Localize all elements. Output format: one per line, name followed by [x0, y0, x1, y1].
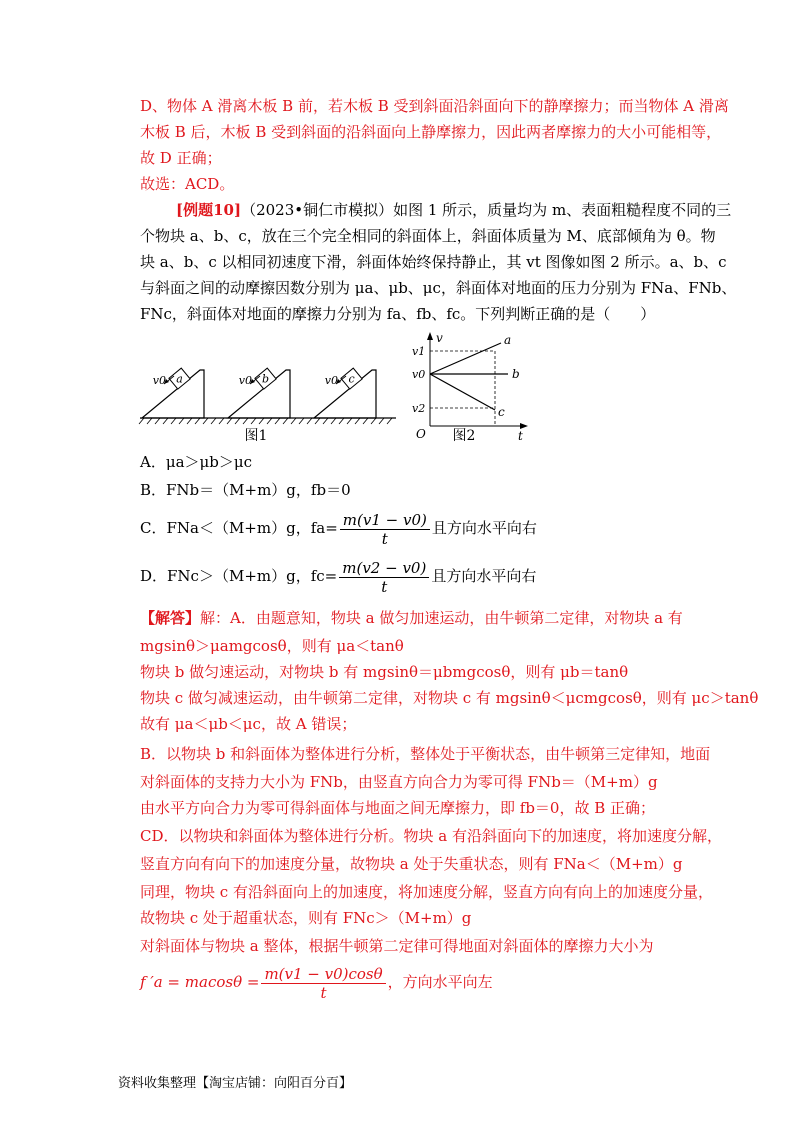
page-footer: 资料收集整理【淘宝店铺：向阳百分百】 — [118, 1076, 353, 1091]
example-source: （2023•铜仁市模拟）如图 1 所示，质量均为 m、表面粗糙程度不同的三 — [241, 201, 732, 219]
answer-formula-suffix: ，方向水平向左 — [387, 973, 493, 991]
d-explanation-line3: 故 D 正确； — [140, 149, 222, 167]
answer-line8: 由水平方向合力为零可得斜面体与地面之间无摩擦力，即 fb＝0，故 B 正确； — [140, 799, 656, 817]
answer-line12: 故物块 c 处于超重状态，则有 FNc＞（M+m）g — [140, 909, 472, 927]
figure1-caption: 图1 — [244, 428, 268, 444]
v0-label-c: v0 — [324, 374, 338, 387]
figure2-caption: 图2 — [452, 428, 476, 444]
tick-v1: v1 — [412, 345, 426, 358]
answer-line9: CD．以物块和斜面体为整体进行分析。物块 a 有沿斜面向下的加速度，将加速度分解， — [140, 827, 722, 845]
figure1-inclines — [138, 362, 400, 444]
incline-b — [228, 368, 290, 418]
option-d-suffix: 且方向水平向右 — [431, 567, 537, 585]
option-d-numerator: m(v2 − v0) — [339, 559, 429, 578]
option-d — [140, 556, 536, 596]
block-a-label: a — [176, 372, 183, 386]
v0-label-a: v0 — [152, 374, 166, 387]
option-c-numerator: m(v1 − v0) — [340, 511, 430, 530]
option-d-fraction — [339, 559, 429, 596]
series-b-label: b — [512, 367, 520, 381]
figure2-vt-graph — [408, 330, 538, 446]
answer-choice: 故选：ACD。 — [140, 175, 235, 193]
line-c — [430, 374, 495, 410]
answer-formula-prefix: f ′a = macosθ = — [140, 973, 260, 991]
line-a — [430, 343, 501, 374]
answer-formula-fraction — [261, 965, 385, 1002]
tick-v0: v0 — [412, 368, 426, 381]
answer-head: 【解答】 — [140, 609, 201, 627]
example-line1 — [176, 200, 731, 220]
answer-formula-denominator: t — [320, 983, 327, 1002]
d-explanation-line1: D、物体 A 滑离木板 B 前，若木板 B 受到斜面沿斜面向下的静摩擦力；而当物体 A 滑离 — [140, 97, 729, 115]
series-a-label: a — [504, 333, 512, 347]
axis-v-label: v — [436, 331, 443, 345]
d-explanation-line2: 木板 B 后，木板 B 受到斜面的沿斜面向上静摩擦力，因此两者摩擦力的大小可能相等， — [140, 123, 722, 141]
answer-line5: 故有 μa＜μb＜μc，故 A 错误； — [140, 715, 357, 733]
answer-line11: 同理，物块 c 有沿斜面向上的加速度，将加速度分解，竖直方向有向上的加速度分量， — [140, 883, 713, 901]
block-c-label: c — [348, 372, 355, 386]
answer-line2: mgsinθ＞μamgcosθ，则有 μa＜tanθ — [140, 637, 404, 655]
option-c-denominator: t — [381, 529, 388, 548]
answer-line4: 物块 c 做匀减速运动，由牛顿第二定律，对物块 c 有 mgsinθ＜μcmgcosθ，则有 μc＞tanθ — [140, 689, 759, 707]
option-c — [140, 508, 537, 548]
option-b: B．FNb＝（M+m）g，fb＝0 — [140, 481, 351, 499]
origin-label: O — [416, 427, 426, 441]
answer-line1 — [140, 608, 683, 628]
example-line4: 与斜面之间的动摩擦因数分别为 μa、μb、μc，斜面体对地面的压力分别为 FNa、FNb、 — [140, 279, 737, 297]
incline-c — [314, 368, 376, 418]
answer-text-1: 解：A．由题意知，物块 a 做匀加速运动，由牛顿第二定律，对物块 a 有 — [200, 609, 683, 627]
incline-a — [142, 368, 204, 418]
option-d-prefix: D．FNc＞（M+m）g，fc= — [140, 567, 338, 585]
option-a: A．μa＞μb＞μc — [140, 453, 253, 471]
tick-v2: v2 — [412, 402, 426, 415]
example-line5: FNc，斜面体对地面的摩擦力分别为 fa、fb、fc。下列判断正确的是（ ） — [140, 305, 656, 323]
block-b-label: b — [262, 372, 270, 386]
answer-line10: 竖直方向有向下的加速度分量，故物块 a 处于失重状态，则有 FNa＜（M+m）g — [140, 855, 683, 873]
answer-formula-numerator: m(v1 − v0)cosθ — [261, 965, 385, 984]
answer-line14 — [140, 960, 493, 1004]
axis-t-label: t — [518, 429, 523, 443]
example-line3: 块 a、b、c 以相同初速度下滑，斜面体始终保持静止，其 vt 图像如图 2 所示。a、b、c — [140, 253, 727, 271]
answer-line13: 对斜面体与物块 a 整体，根据牛顿第二定律可得地面对斜面体的摩擦力大小为 — [140, 937, 654, 955]
example-label: [例题10] — [176, 201, 242, 219]
option-c-fraction — [340, 511, 430, 548]
option-d-denominator: t — [381, 577, 388, 596]
answer-line7: 对斜面体的支持力大小为 FNb，由竖直方向合力为零可得 FNb＝（M+m）g — [140, 773, 658, 791]
series-c-label: c — [498, 405, 505, 419]
answer-line3: 物块 b 做匀速运动，对物块 b 有 mgsinθ＝μbmgcosθ，则有 μb＝tanθ — [140, 663, 629, 681]
option-c-prefix: C．FNa＜（M+m）g，fa= — [140, 519, 338, 537]
example-line2: 个物块 a、b、c，放在三个完全相同的斜面体上，斜面体质量为 M、底部倾角为 θ。物 — [140, 227, 716, 245]
answer-line6: B．以物块 b 和斜面体为整体进行分析，整体处于平衡状态，由牛顿第三定律知，地面 — [140, 745, 711, 763]
option-c-suffix: 且方向水平向右 — [431, 519, 537, 537]
v0-label-b: v0 — [238, 374, 252, 387]
